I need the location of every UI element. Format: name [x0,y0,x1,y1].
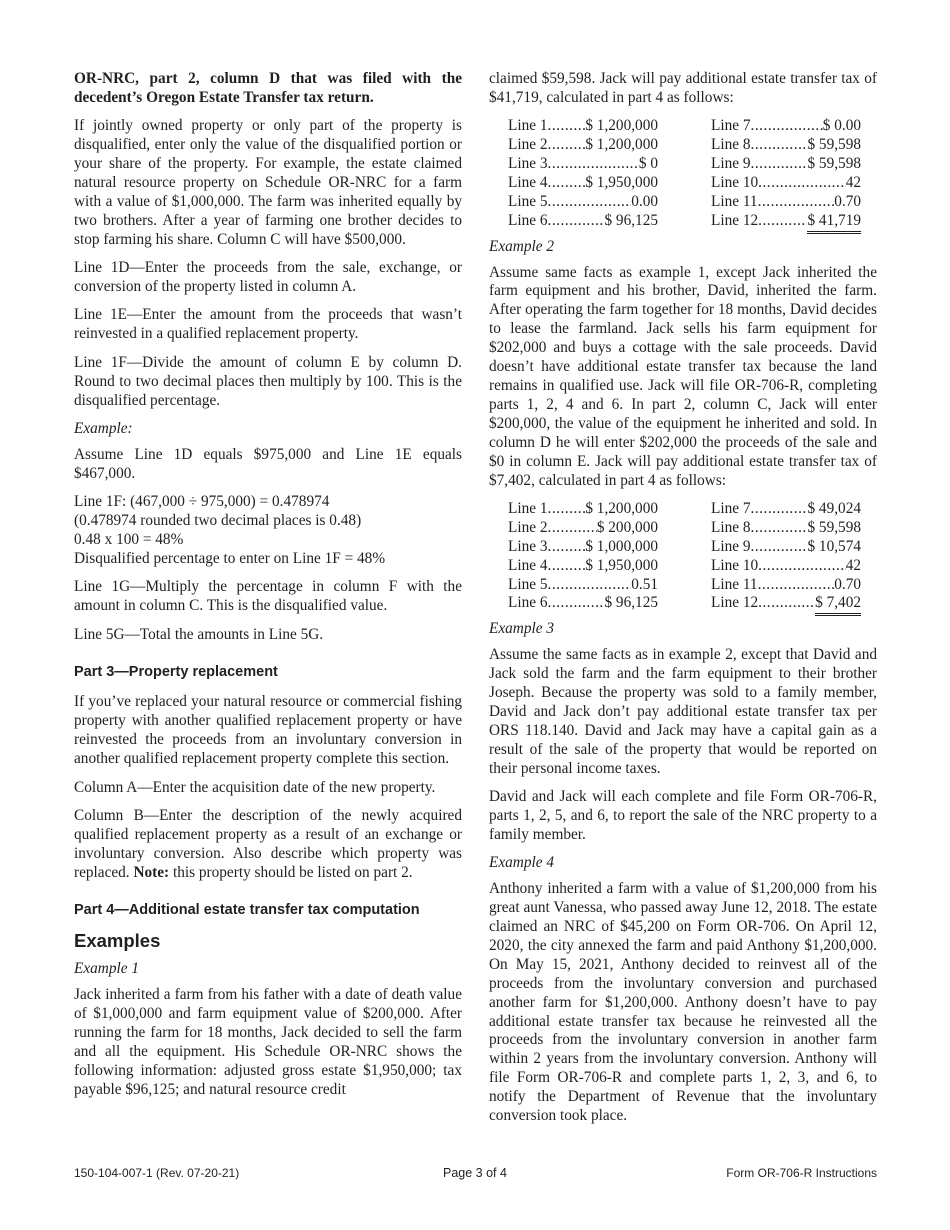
footer-form-number: 150-104-007-1 (Rev. 07-20-21) [74,1166,240,1180]
table-row: Line 5 ..... 0.00 [508,193,658,212]
examples-heading: Examples [74,929,161,951]
table-column-right [711,500,861,613]
example-2-table [489,500,877,613]
table-row: Line 7 ..... $ 49,024 [711,500,861,519]
table-row: Line 8 ..... $ 59,598 [711,519,861,538]
table-row: Line 4 ..... $ 1,950,000 [508,557,658,576]
example-1-label: Example 1 [74,960,139,978]
paragraph-column-a: Column A—Enter the acquisition date of the new property. [74,778,436,796]
example-4-label: Example 4 [489,854,554,872]
part3-heading: Part 3—Property replacement [74,663,278,680]
calc-line: 0.48 x 100 = 48% [74,531,184,549]
intro-bold-text: OR-NRC, part 2, column D that was filed with the decedent’s Oregon Estate Transfer tax return. [74,70,462,106]
right-column [489,70,877,1135]
example-1-table [489,117,877,230]
paragraph-line-5g: Line 5G—Total the amounts in Line 5G. [74,625,324,643]
table-row: Line 11 ..... 0.70 [711,576,861,595]
footer-page-number: Page 3 of 4 [443,1166,507,1180]
table-row-total: Line 12 ..... $ 41,719 [711,212,861,231]
note-text: this property should be listed on part 2. [172,863,413,881]
paragraph-assume: Assume Line 1D equals $975,000 and Line 1E equals $467,000. [74,445,462,482]
table-row: Line 9 ..... $ 10,574 [711,538,861,557]
table-row-total: Line 12 ..... $ 7,402 [711,594,861,613]
table-row: Line 5 ..... 0.51 [508,576,658,595]
table-column-left [508,500,658,613]
paragraph-example-1-continued: claimed $59,598. Jack will pay additional estate transfer tax of $41,719, calculated in part 4 as follows: [489,70,877,106]
part4-heading: Part 4—Additional estate transfer tax computation [74,901,420,918]
paragraph-example-2: Assume same facts as example 1, except Jack inherited the farm equipment and his brother, David, inherited the farm. After operating the farm together for 18 months, David decides to lease the farmland. Jack sells his farm equipment for $202,000 and buys a cottage with the sale proceeds. David doesn’t have additional estate transfer tax because the land remains in qualified use. Jack will file OR-706-R, completing parts 1, 2, 4 and 6. In part 2, column C, Jack will enter $200,000, the value of the equipment he inherited and sold. In column D he will enter $202,000 the proceeds of the sale and $0 in column E. Jack will pay additional estate transfer tax of $7,402, calculated in part 4 as follows: [489,263,877,489]
footer-form-title: Form OR-706-R Instructions [726,1166,877,1180]
table-row: Line 10 ..... 42 [711,557,861,576]
left-column [74,70,462,1109]
column-b-text: Column B—Enter the description of the newly acquired qualified replacement property as a result of an exchange or involuntary conversion. Also describe which property was replaced. [74,807,462,881]
paragraph-column-b [74,807,462,883]
paragraph-line-1d: Line 1D—Enter the proceeds from the sale, exchange, or conversion of the property listed in column A. [74,259,462,296]
table-column-right [711,117,861,230]
table-row: Line 6 ..... $ 96,125 [508,212,658,231]
table-row: Line 3 ..... $ 1,000,000 [508,538,658,557]
paragraph-example-1: Jack inherited a farm from his father with a date of death value of $1,000,000 and farm equipment value of $200,000. After running the farm for 18 months, Jack decided to sell the farm and all the equipment. His Schedule OR-NRC shows the following information: adjusted gross estate $1,950,000; tax payable $96,125; and natural resource credit [74,986,462,1098]
table-row: Line 10 ..... 42 [711,174,861,193]
table-row: Line 2 ..... $ 200,000 [508,519,658,538]
example-label: Example: [74,420,133,437]
table-column-left [508,117,658,230]
table-row: Line 4 ..... $ 1,950,000 [508,174,658,193]
calc-line: Disqualified percentage to enter on Line 1F = 48% [74,549,386,567]
table-row: Line 1 ..... $ 1,200,000 [508,500,658,519]
example-2-label: Example 2 [489,237,554,255]
table-row: Line 1 ..... $ 1,200,000 [508,117,658,136]
paragraph-line-1f: Line 1F—Divide the amount of column E by column D. Round to two decimal places then multiply by 100. This is the disqualified percentage. [74,353,462,409]
paragraph-jointly-owned: If jointly owned property or only part of the property is disqualified, enter only the value of the disqualified portion or your share of the property. For example, the estate claimed natural resource property on Schedule OR-NRC for a farm with a value of $1,000,000. The farm was inherited equally by two brothers. After a year of farming one brother decides to stop farming his share. Column C will have $500,000. [74,117,462,248]
table-row: Line 3 ..... $ 0 [508,155,658,174]
table-row: Line 11 ..... 0.70 [711,193,861,212]
note-label: Note: [133,863,170,881]
table-row: Line 9 ..... $ 59,598 [711,155,861,174]
table-row: Line 7 ..... $ 0.00 [711,117,861,136]
paragraph-example-4: Anthony inherited a farm with a value of $1,200,000 from his great aunt Vanessa, who passed away June 12, 2018. The estate claimed an NRC of $45,200 on Form OR-706. On April 12, 2020, the city annexed the farm and paid Anthony $1,200,000. On May 15, 2021, Anthony decided to reinvest all of the proceeds from the involuntary conversion and purchased another farm for $1,200,000. Anthony doesn’t have to pay additional estate transfer tax because he reinvested all the proceeds from the involuntary conversion in another farm within 2 years from the involuntary conversion. Anthony will file Form OR-706-R and complete parts 1, 2, 3, and 6, to notify the Department of Revenue that the involuntary conversion took place. [489,880,877,1125]
paragraph-part3: If you’ve replaced your natural resource or commercial fishing property with another qualified replacement property or have reinvested the proceeds from an involuntary conversion in another qualified replacement property complete this section. [74,693,462,768]
paragraph-example-3b: David and Jack will each complete and file Form OR-706-R, parts 1, 2, 5, and 6, to report the sale of the NRC property to a family member. [489,788,877,843]
calc-line: (0.478974 rounded two decimal places is 0.48) [74,512,362,530]
paragraph-line-1e: Line 1E—Enter the amount from the proceeds that wasn’t reinvested in a qualified replacement property. [74,306,462,343]
table-row: Line 6 ..... $ 96,125 [508,594,658,613]
paragraph-line-1g: Line 1G—Multiply the percentage in column F with the amount in column C. This is the disqualified value. [74,578,462,615]
calculation-block [74,493,462,569]
example-3-label: Example 3 [489,620,554,638]
table-row: Line 8 ..... $ 59,598 [711,136,861,155]
paragraph-example-3a: Assume the same facts as in example 2, except that David and Jack sold the farm and the farm equipment to their brother Joseph. Because the property was sold to a family member, David and Jack don’t pay additional estate transfer tax per ORS 118.140. David and Jack may have a capital gain as a result of the sale of the property that would be reported on their personal income taxes. [489,646,877,777]
table-row: Line 2 ..... $ 1,200,000 [508,136,658,155]
calc-line: Line 1F: (467,000 ÷ 975,000) = 0.478974 [74,493,330,511]
